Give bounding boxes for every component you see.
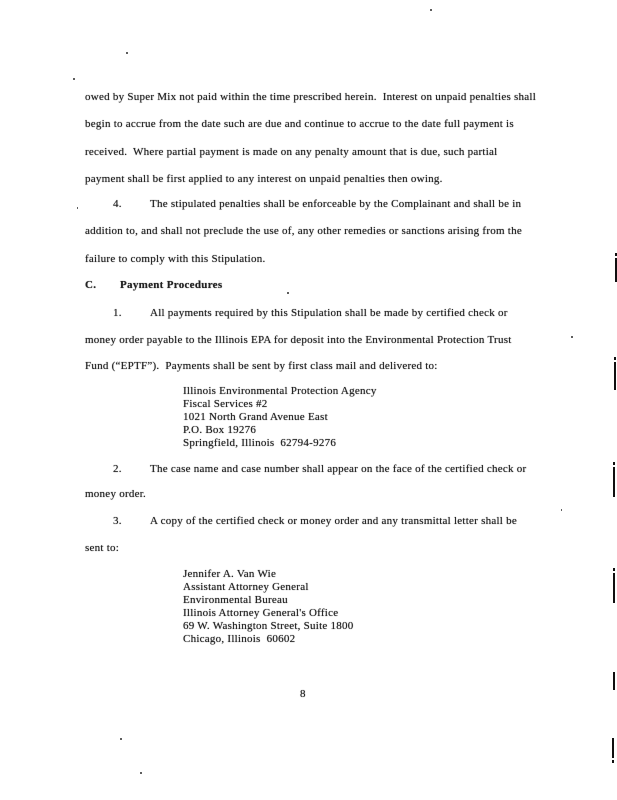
body-line: failure to comply with this Stipulation.	[85, 253, 266, 265]
address-line: 1021 North Grand Avenue East	[183, 411, 328, 423]
paragraph-number: 3.	[113, 515, 122, 527]
body-line: owed by Super Mix not paid within the time prescribed herein. Interest on unpaid penalties shall	[85, 91, 537, 103]
body-line: Fund (“EPTF”). Payments shall be sent by first class mail and delivered to:	[85, 360, 438, 372]
scan-speck	[561, 509, 562, 511]
body-line: sent to:	[85, 542, 120, 554]
scan-speck	[140, 772, 142, 774]
scan-speck	[430, 9, 432, 11]
address-line: Illinois Environmental Protection Agency	[183, 385, 377, 397]
body-line: money order.	[85, 488, 147, 500]
address-line: P.O. Box 19276	[183, 424, 257, 436]
scan-artifact-line	[613, 462, 615, 465]
body-line: addition to, and shall not preclude the use of, any other remedies or sanctions arising from the	[85, 225, 522, 237]
address-line: Assistant Attorney General	[183, 581, 309, 593]
scan-artifact-line	[613, 467, 615, 497]
body-line: money order payable to the Illinois EPA for deposit into the Environmental Protection Trust	[85, 334, 512, 346]
scan-speck	[287, 292, 289, 294]
address-line: Fiscal Services #2	[183, 398, 268, 410]
scan-artifact-line	[613, 672, 615, 690]
scan-speck	[571, 336, 573, 338]
scan-artifact-line	[614, 357, 616, 360]
scan-artifact-line	[613, 568, 615, 571]
scan-artifact-line	[614, 362, 616, 390]
body-line: A copy of the certified check or money order and any transmittal letter shall be	[150, 515, 517, 527]
scan-speck	[126, 52, 128, 54]
section-letter: C.	[85, 279, 97, 291]
body-line: begin to accrue from the date such are due and continue to accrue to the date full payment is	[85, 118, 514, 130]
body-line: received. Where partial payment is made on any penalty amount that is due, such partial	[85, 146, 498, 158]
address-line: Springfield, Illinois 62794-9276	[183, 437, 337, 449]
address-line: Jennifer A. Van Wie	[183, 568, 277, 580]
body-line: payment shall be first applied to any interest on unpaid penalties then owing.	[85, 173, 443, 185]
body-line: The stipulated penalties shall be enforceable by the Complainant and shall be in	[150, 198, 522, 210]
scan-speck	[73, 78, 75, 80]
scan-artifact-line	[613, 573, 615, 603]
paragraph-number: 1.	[113, 307, 122, 319]
address-line: Illinois Attorney General's Office	[183, 607, 339, 619]
address-line: Chicago, Illinois 60602	[183, 633, 296, 645]
address-line: Environmental Bureau	[183, 594, 288, 606]
paragraph-number: 4.	[113, 198, 122, 210]
section-title: Payment Procedures	[120, 279, 223, 291]
scan-speck	[120, 738, 122, 740]
body-line: All payments required by this Stipulation shall be made by certified check or	[150, 307, 508, 319]
scan-artifact-line	[612, 738, 614, 758]
address-line: 69 W. Washington Street, Suite 1800	[183, 620, 354, 632]
page-number: 8	[300, 688, 306, 700]
body-line: The case name and case number shall appear on the face of the certified check or	[150, 463, 527, 475]
paragraph-number: 2.	[113, 463, 122, 475]
scan-artifact-line	[612, 760, 614, 763]
scan-speck	[77, 207, 78, 209]
